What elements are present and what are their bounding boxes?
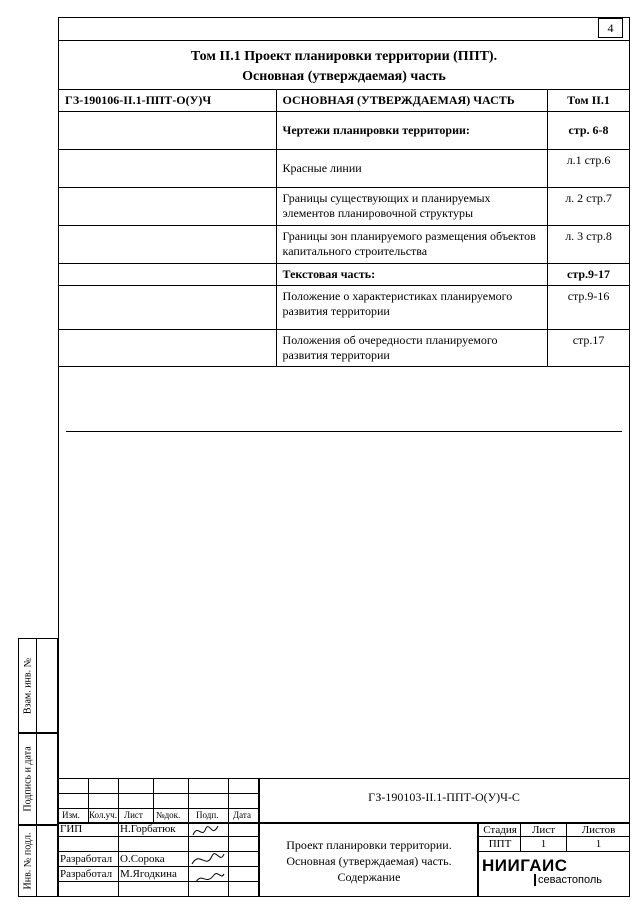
row-name: Границы существующих и планируемых элементов планировочной структуры	[276, 188, 548, 226]
table-row	[59, 188, 630, 226]
col-list: Лист	[124, 810, 143, 820]
row-page: л. 3 стр.8	[548, 226, 630, 264]
volume-title: Том II.1 Проект планировки территории (ППТ).	[190, 49, 498, 64]
row-name: Красные линии	[276, 150, 548, 188]
table-row	[59, 264, 630, 286]
row-page: стр.9-17	[548, 264, 630, 286]
col-izm: Изм.	[62, 810, 80, 820]
stamp-desc-1: Проект планировки территории.	[286, 838, 452, 852]
table-row	[59, 150, 630, 188]
name-dev1: О.Сорока	[120, 853, 165, 865]
side-label-podpis: Подпись и дата	[22, 746, 33, 812]
header-divider	[58, 40, 630, 41]
role-dev2: Разработал	[60, 868, 113, 880]
row-page: стр.17	[548, 330, 630, 367]
doc-code-cell: ГЗ-190106-II.1-ППТ-О(У)Ч	[59, 90, 277, 112]
row-page: л.1 стр.6	[548, 150, 630, 188]
v-stadia: ППТ	[488, 838, 512, 850]
side-label-inv: Инв. № подл.	[22, 832, 33, 890]
table-row	[59, 286, 630, 330]
stamp-top-line	[58, 778, 630, 779]
row-page: стр. 6-8	[548, 112, 630, 150]
row-name: Положение о характеристиках планируемого развития территории	[276, 286, 548, 330]
stamp-desc-3: Содержание	[337, 870, 401, 884]
role-dev1: Разработал	[60, 853, 113, 865]
volume-cell: Том II.1	[548, 90, 630, 112]
table-header-row	[59, 90, 630, 112]
h-listov: Листов	[581, 824, 616, 836]
name-dev2: М.Ягодкина	[120, 868, 177, 880]
role-gip: ГИП	[60, 823, 83, 835]
v-list: 1	[540, 838, 547, 850]
volume-subtitle: Основная (утверждаемая) часть	[242, 69, 446, 84]
side-field-podpis	[18, 733, 58, 825]
row-name: Чертежи планировки территории:	[276, 112, 548, 150]
row-page: л. 2 стр.7	[548, 188, 630, 226]
table-row	[59, 226, 630, 264]
side-field-vzam	[18, 638, 58, 733]
stamp-desc-2: Основная (утверждаемая) часть.	[286, 854, 452, 868]
logo-main: НИИГАИС	[482, 856, 568, 875]
col-podp: Подп.	[196, 810, 219, 820]
row-name: Границы зон планируемого размещения объектов капитального строительства	[276, 226, 548, 264]
side-field-inv	[18, 825, 58, 897]
table-row	[59, 330, 630, 367]
row-name: Текстовая часть:	[276, 264, 548, 286]
row-page: стр.9-16	[548, 286, 630, 330]
col-data: Дата	[233, 810, 251, 820]
h-list: Лист	[531, 824, 556, 836]
page-number: 4	[598, 18, 623, 38]
signatures-image	[188, 820, 228, 897]
col-ndok: №док.	[156, 810, 181, 820]
section-cell: ОСНОВНАЯ (УТВЕРЖДАЕМАЯ) ЧАСТЬ	[276, 90, 548, 112]
row-name: Положения об очередности планируемого развития территории	[276, 330, 548, 367]
logo-sub: севастополь	[534, 874, 602, 886]
stamp-doc-code: ГЗ-190103-II.1-ППТ-О(У)Ч-С	[368, 790, 520, 804]
table-row	[59, 112, 630, 150]
side-label-vzam: Взам. инв. №	[22, 657, 33, 714]
v-listov: 1	[595, 838, 602, 850]
h-stadia: Стадия	[483, 824, 517, 836]
name-gip: Н.Горбатюк	[120, 823, 176, 835]
company-logo	[482, 856, 602, 886]
content-end-line	[66, 431, 622, 432]
contents-table	[58, 89, 630, 367]
col-kol: Кол.уч.	[89, 810, 117, 820]
